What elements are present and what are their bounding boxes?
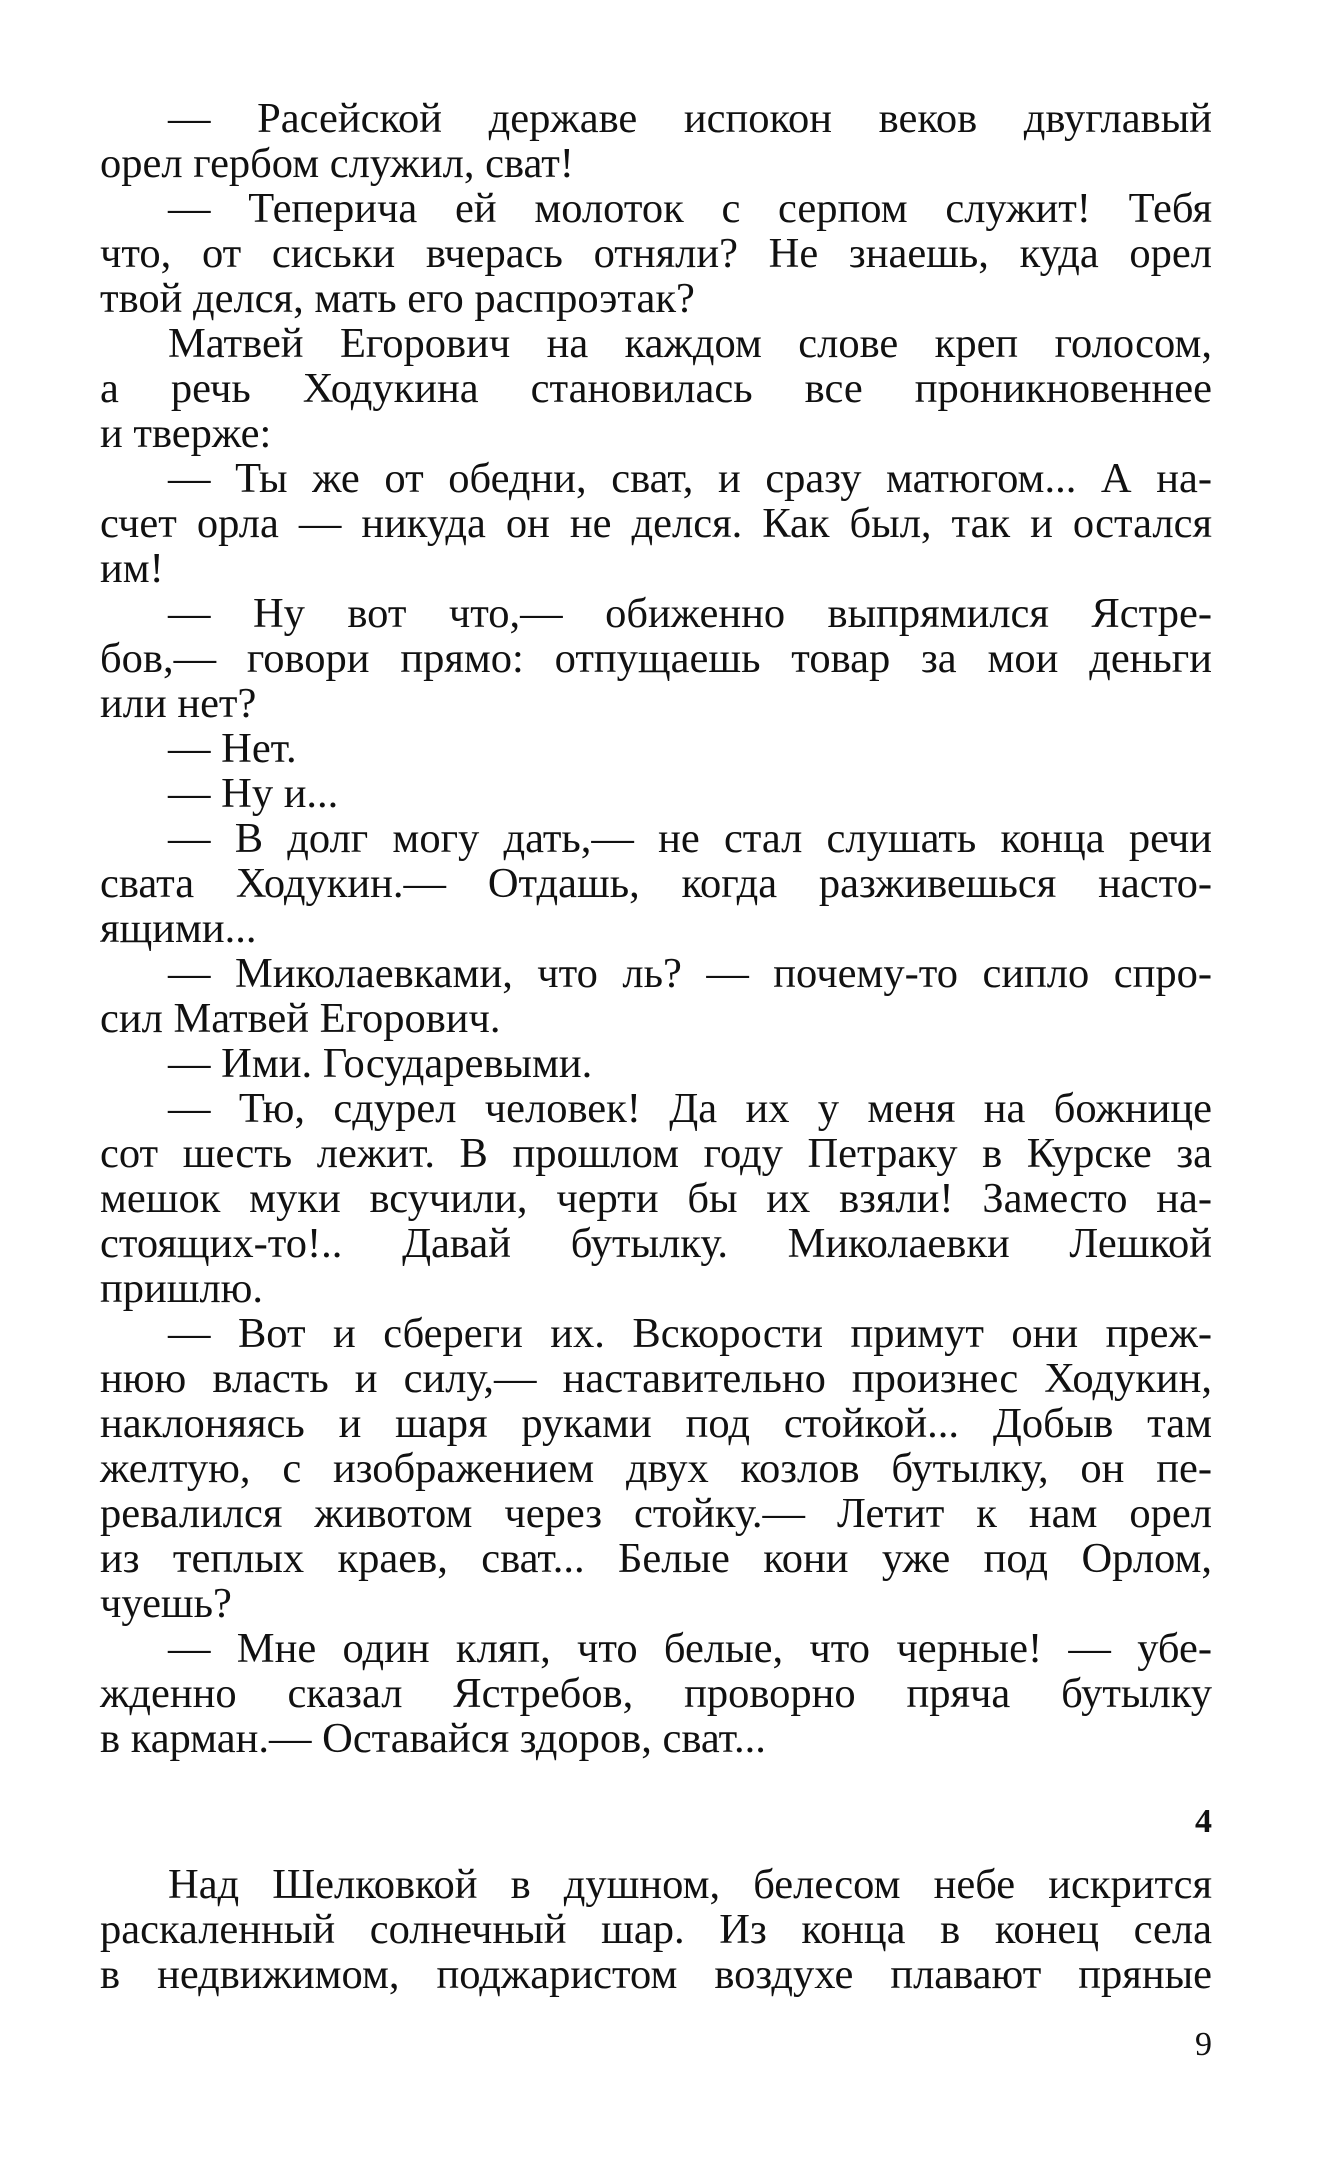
- text-line: — Тю, сдурел человек! Да их у меня на божнице: [168, 1085, 1212, 1132]
- text-line: — Ну вот что,— обиженно выпрямился Ястре-: [168, 590, 1212, 637]
- page-number: 9: [1195, 2026, 1212, 2063]
- text-line: жденно сказал Ястребов, проворно пряча бутылку: [100, 1670, 1212, 1717]
- text-line: — Миколаевками, что ль? — почему-то сипло спро-: [168, 950, 1212, 997]
- text-line: Над Шелковкой в душном, белесом небе искрится: [168, 1861, 1212, 1908]
- text-line: стоящих-то!.. Давай бутылку. Миколаевки Лешкой: [100, 1220, 1212, 1267]
- text-line: — Ими. Государевыми.: [168, 1040, 593, 1087]
- text-line: — Теперича ей молоток с серпом служит! Тебя: [168, 185, 1212, 232]
- text-line: ящими...: [100, 905, 257, 952]
- text-line: счет орла — никуда он не делся. Как был, так и остался: [100, 500, 1212, 547]
- text-line: в карман.— Оставайся здоров, сват...: [100, 1715, 766, 1762]
- text-line: орел гербом служил, сват!: [100, 140, 574, 187]
- main-text-block: [100, 96, 1212, 1761]
- text-line: — Нет.: [168, 725, 297, 772]
- text-line: свата Ходукин.— Отдашь, когда разживешься насто-: [100, 860, 1212, 907]
- text-line: пришлю.: [100, 1265, 264, 1312]
- text-line: а речь Ходукина становилась все проникновеннее: [100, 365, 1212, 412]
- section-number: 4: [1195, 1803, 1212, 1840]
- text-line: ревалился животом через стойку.— Летит к нам орел: [100, 1490, 1212, 1537]
- text-line: наклоняясь и шаря руками под стойкой... Добыв там: [100, 1400, 1212, 1447]
- text-line: — Ты же от обедни, сват, и сразу матюгом... А на-: [168, 455, 1212, 502]
- text-line: желтую, с изображением двух козлов бутылку, он пе-: [100, 1445, 1212, 1492]
- text-line: — Мне один кляп, что белые, что черные! — убе-: [168, 1625, 1212, 1672]
- text-line: бов,— говори прямо: отпущаешь товар за мои деньги: [100, 635, 1212, 682]
- text-line: сил Матвей Егорович.: [100, 995, 501, 1042]
- text-line: и тверже:: [100, 410, 272, 457]
- text-line: или нет?: [100, 680, 257, 727]
- text-line: — Ну и...: [168, 770, 339, 817]
- text-line: Матвей Егорович на каждом слове креп голосом,: [168, 320, 1212, 367]
- text-line: — Вот и сбереги их. Вскорости примут они преж-: [168, 1310, 1212, 1357]
- text-line: мешок муки всучили, черти бы их взяли! Заместо на-: [100, 1175, 1212, 1222]
- text-line: нюю власть и силу,— наставительно произнес Ходукин,: [100, 1355, 1212, 1402]
- text-line: раскаленный солнечный шар. Из конца в конец села: [100, 1906, 1212, 1953]
- section-text-block: [100, 1862, 1212, 1997]
- text-line: твой делся, мать его распроэтак?: [100, 275, 695, 322]
- text-line: в недвижимом, поджаристом воздухе плавают пряные: [100, 1951, 1212, 1998]
- text-line: что, от сиськи вчерась отняли? Не знаешь, куда орел: [100, 230, 1212, 277]
- text-line: им!: [100, 545, 164, 592]
- text-line: из теплых краев, сват... Белые кони уже под Орлом,: [100, 1535, 1212, 1582]
- text-line: — Расейской державе испокон веков двуглавый: [168, 95, 1212, 142]
- text-line: чуешь?: [100, 1580, 232, 1627]
- text-line: сот шесть лежит. В прошлом году Петраку в Курске за: [100, 1130, 1212, 1177]
- text-line: — В долг могу дать,— не стал слушать конца речи: [168, 815, 1212, 862]
